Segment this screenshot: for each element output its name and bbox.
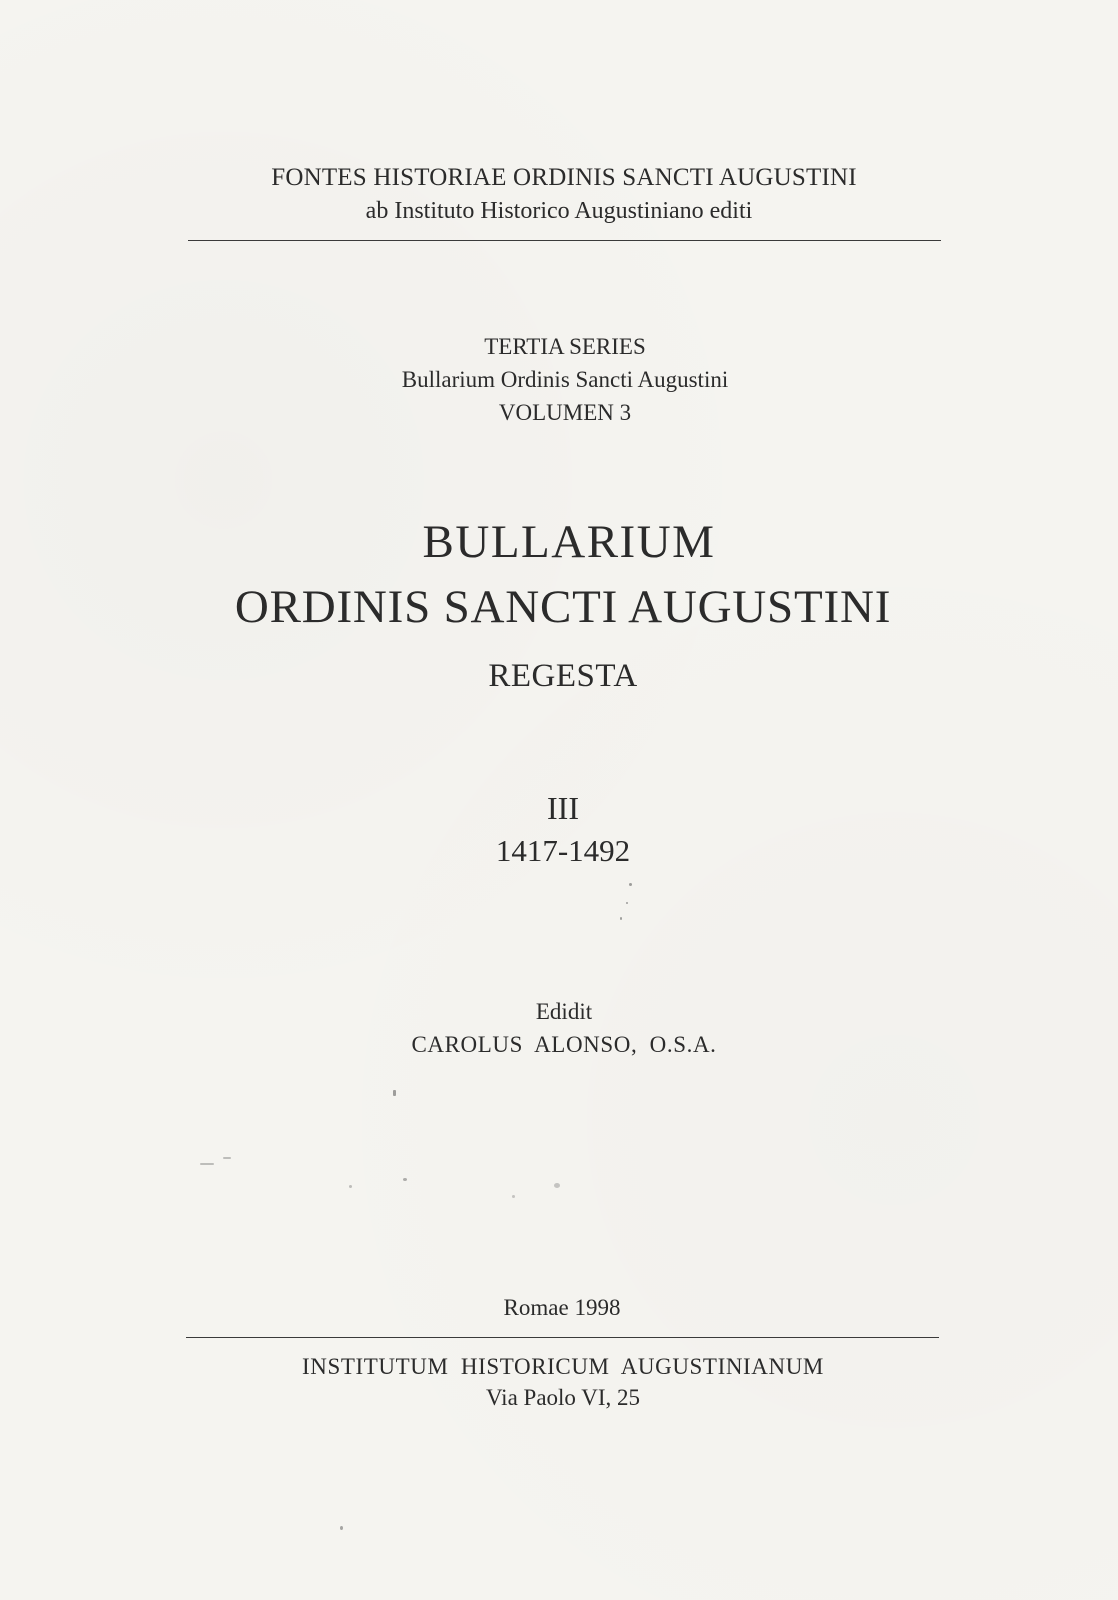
series-name: Bullarium Ordinis Sancti Augustini (401, 367, 729, 392)
series-title: FONTES HISTORIAE ORDINIS SANCTI AUGUSTINI (271, 164, 857, 191)
series-number: TERTIA SERIES (484, 334, 646, 359)
paper-speck (403, 1178, 407, 1181)
imprint-place-year: Romae 1998 (503, 1295, 621, 1320)
paper-speck (340, 1526, 343, 1530)
paper-speck (620, 917, 622, 920)
editor-name: CAROLUS ALONSO, O.S.A. (411, 1032, 717, 1057)
paper-speck (629, 883, 632, 886)
paper-speck (223, 1157, 231, 1159)
bottom-divider (186, 1337, 939, 1338)
main-title-line-1: BULLARIUM (422, 516, 716, 568)
main-title-line-2: ORDINIS SANCTI AUGUSTINI (234, 581, 892, 633)
paper-speck (554, 1183, 560, 1188)
paper-speck (200, 1163, 214, 1165)
volume-label: VOLUMEN 3 (498, 400, 632, 425)
editor-label: Edidit (535, 999, 593, 1024)
paper-speck (393, 1090, 396, 1096)
paper-speck (349, 1185, 352, 1188)
tome-numeral: III (547, 790, 579, 826)
paper-speck (626, 902, 628, 904)
top-divider (188, 240, 941, 241)
imprint-address: Via Paolo VI, 25 (485, 1385, 641, 1410)
tome-years: 1417-1492 (495, 833, 631, 868)
paper-speck (512, 1195, 515, 1198)
series-subtitle: ab Instituto Historico Augustiniano editi (365, 198, 753, 224)
imprint-publisher: INSTITUTUM HISTORICUM AUGUSTINIANUM (302, 1354, 824, 1379)
main-title-line-3: REGESTA (488, 658, 638, 694)
